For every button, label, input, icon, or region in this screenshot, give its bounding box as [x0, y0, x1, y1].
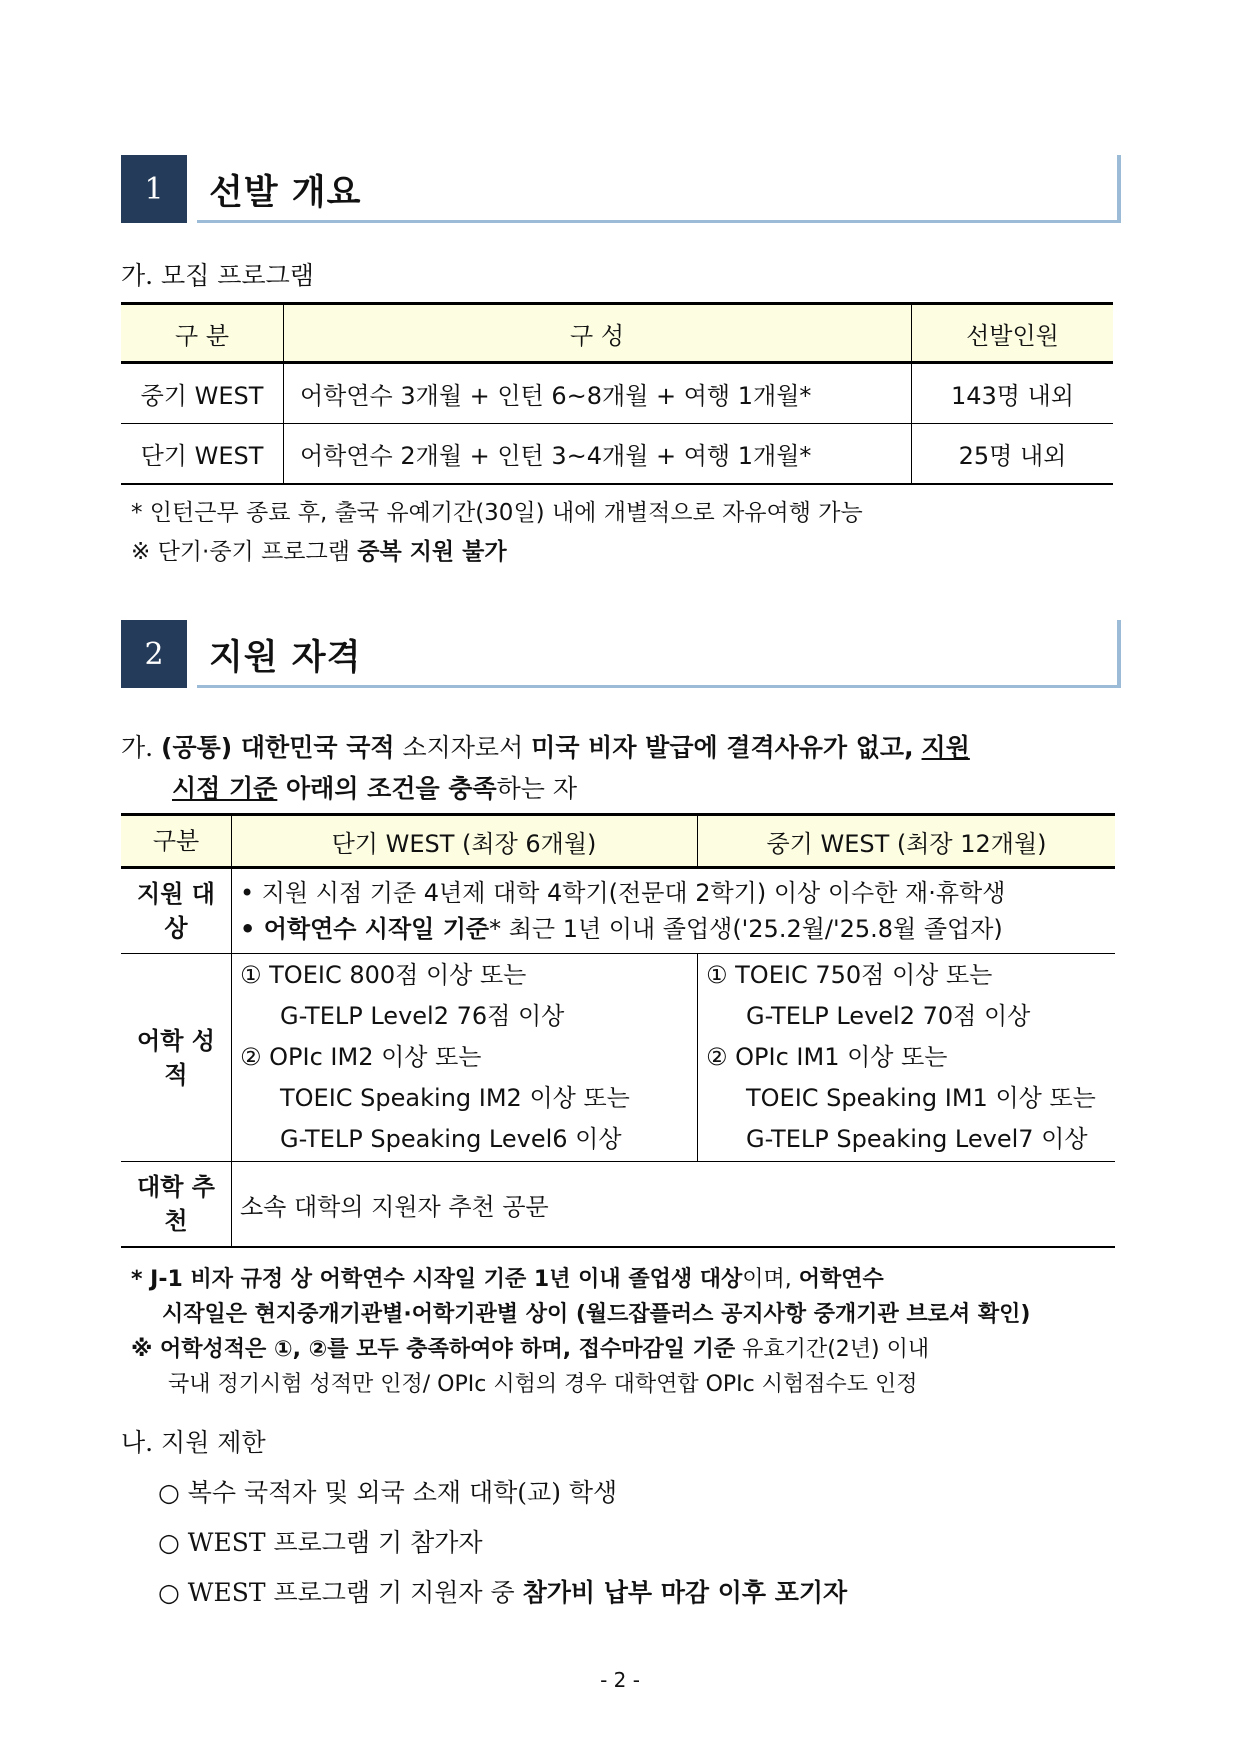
header-cell: 단기 WEST (최장 6개월) [232, 815, 698, 868]
table-row-recommendation [121, 1162, 1115, 1248]
row-label: 대학 추천 [121, 1162, 232, 1248]
row-label: 어학 성적 [121, 954, 232, 1162]
table-row [121, 424, 1113, 485]
section-number: 2 [121, 620, 187, 688]
section-right-bar [1117, 620, 1121, 688]
table-cell: 25명 내외 [912, 424, 1114, 485]
subheading-restrictions: 나. 지원 제한 [121, 1428, 266, 1457]
program-table [121, 302, 1113, 485]
eligibility-line-2: 시점 기준 아래의 조건을 충족하는 자 [172, 774, 578, 803]
table-cell: ① TOEIC 750점 이상 또는 G-TELP Level2 70점 이상 ② OPIc IM1 이상 또는 TOEIC Speaking IM1 이상 또는 G-TELP Speaking Level7 이상 [698, 954, 1116, 1162]
table-row [121, 363, 1113, 424]
restriction-item: ○ 복수 국적자 및 외국 소재 대학(교) 학생 [158, 1478, 618, 1507]
header-cell: 구 분 [121, 304, 284, 363]
header-cell: 중기 WEST (최장 12개월) [698, 815, 1116, 868]
section-1-header [121, 155, 1121, 223]
section-2-header [121, 620, 1121, 688]
table-header-row [121, 304, 1113, 363]
row-label: 지원 대상 [121, 868, 232, 954]
table-cell: • 지원 시점 기준 4년제 대학 4학기(전문대 2학기) 이상 이수한 재·휴학생 • 어학연수 시작일 기준* 최근 1년 이내 졸업생('25.2월/'25.8월 졸업자) [232, 868, 1116, 954]
section-underline [197, 685, 1121, 688]
footnote-travel: * 인턴근무 종료 후, 출국 유예기간(30일) 내에 개별적으로 자유여행 가능 [131, 500, 863, 526]
section-title: 선발 개요 [209, 173, 362, 213]
header-cell: 구분 [121, 815, 232, 868]
restriction-item: ○ WEST 프로그램 기 지원자 중 참가비 납부 마감 이후 포기자 [158, 1578, 848, 1607]
table-row-language [121, 954, 1115, 1162]
footnote-start-date: 시작일은 현지중개기관별·어학기관별 상이 (월드잡플러스 공지사항 중개기관 브로셔 확인) [162, 1302, 1031, 1327]
header-cell: 선발인원 [912, 304, 1114, 363]
table-row-target [121, 868, 1115, 954]
table-header-row [121, 815, 1115, 868]
footnote-duplicate: ※ 단기·중기 프로그램 중복 지원 불가 [131, 539, 507, 565]
table-cell: 중기 WEST [121, 363, 284, 424]
footnote-visa: * J-1 비자 규정 상 어학연수 시작일 기준 1년 이내 졸업생 대상이며, 어학연수 [131, 1267, 884, 1292]
table-cell: 어학연수 3개월 + 인턴 6~8개월 + 여행 1개월* [284, 363, 912, 424]
section-underline [197, 220, 1121, 223]
section-right-bar [1117, 155, 1121, 223]
table-cell: ① TOEIC 800점 이상 또는 G-TELP Level2 76점 이상 ② OPIc IM2 이상 또는 TOEIC Speaking IM2 이상 또는 G-TELP Speaking Level6 이상 [232, 954, 698, 1162]
table-cell: 소속 대학의 지원자 추천 공문 [232, 1162, 1116, 1248]
page-number: - 2 - [600, 1668, 640, 1692]
section-number: 1 [121, 155, 187, 223]
subheading-programs: 가. 모집 프로그램 [121, 261, 314, 290]
footnote-scores: ※ 어학성적은 ①, ②를 모두 충족하여야 하며, 접수마감일 기준 유효기간(2년) 이내 [131, 1337, 930, 1362]
eligibility-line-1: 가. (공통) 대한민국 국적 소지자로서 미국 비자 발급에 결격사유가 없고, 지원 [121, 733, 970, 762]
restriction-item: ○ WEST 프로그램 기 참가자 [158, 1528, 483, 1557]
table-cell: 어학연수 2개월 + 인턴 3~4개월 + 여행 1개월* [284, 424, 912, 485]
footnote-opic: 국내 정기시험 성적만 인정/ OPIc 시험의 경우 대학연합 OPIc 시험점수도 인정 [168, 1372, 918, 1397]
eligibility-table [121, 813, 1115, 1248]
header-cell: 구 성 [284, 304, 912, 363]
table-cell: 143명 내외 [912, 363, 1114, 424]
table-cell: 단기 WEST [121, 424, 284, 485]
section-title: 지원 자격 [209, 638, 362, 678]
